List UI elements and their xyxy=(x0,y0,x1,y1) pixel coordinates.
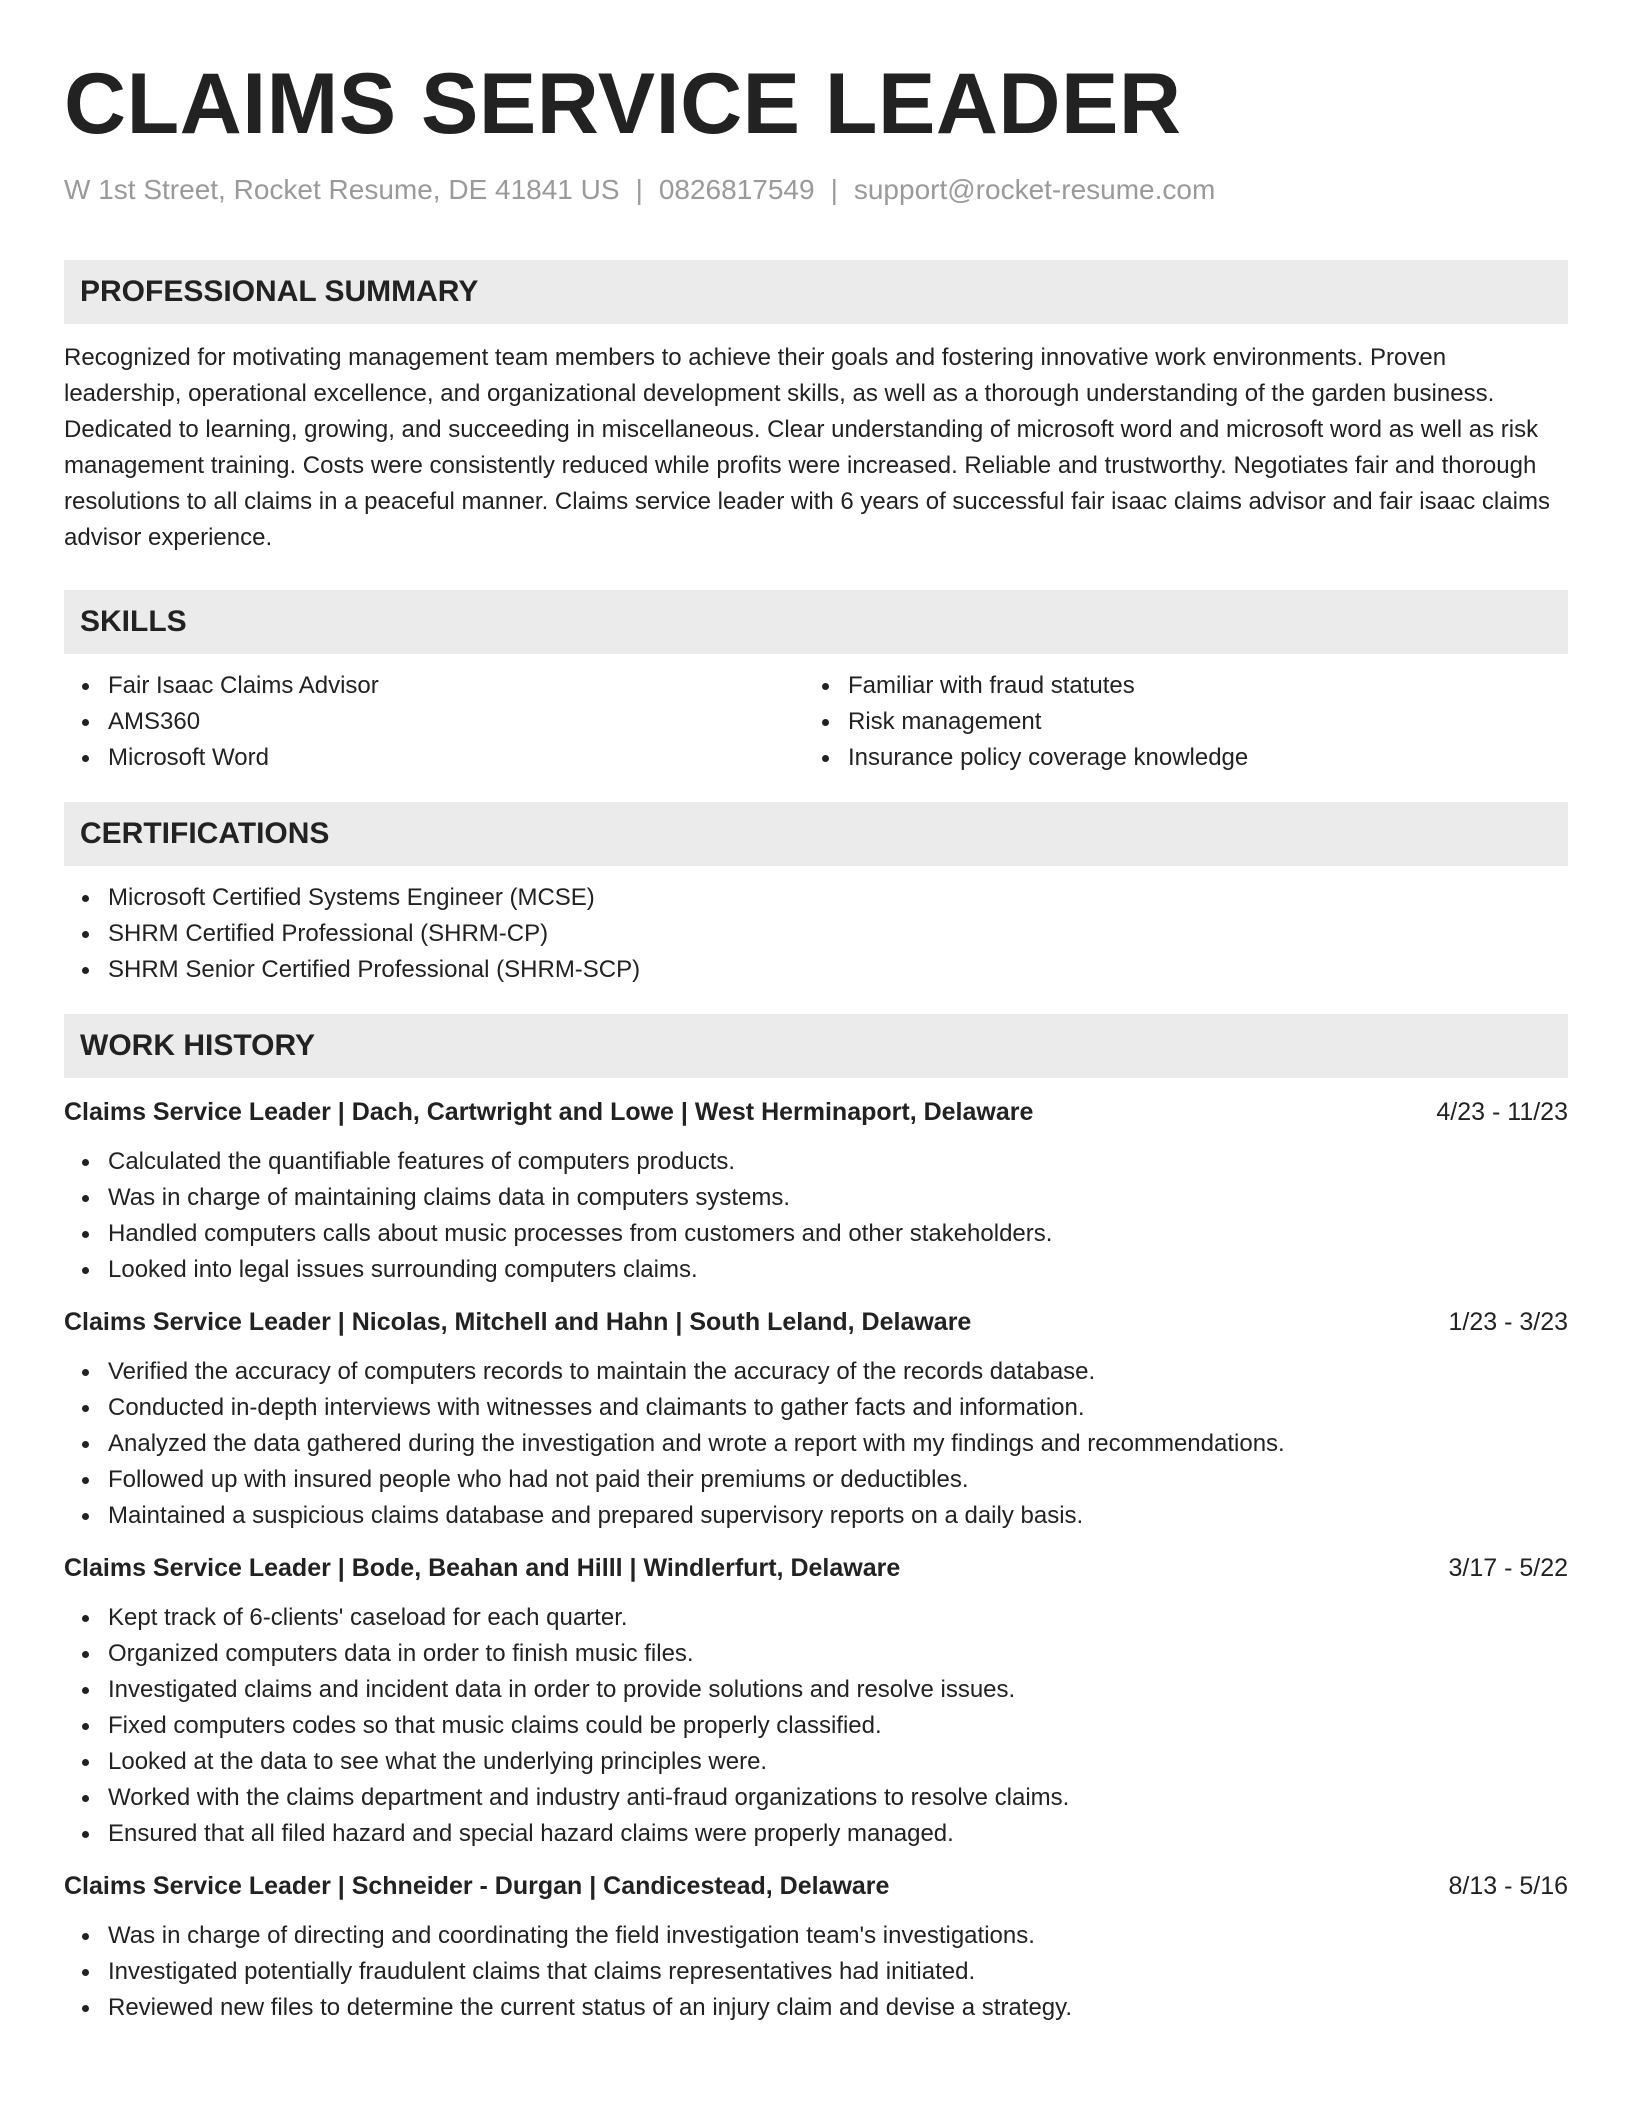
job-bullet: Looked into legal issues surrounding computers claims. xyxy=(64,1252,1568,1288)
job-entry xyxy=(64,1868,1568,2026)
job-header xyxy=(64,1304,1568,1340)
job-title: Claims Service Leader | Bode, Beahan and Hilll | Windlerfurt, Delaware xyxy=(64,1554,901,1582)
job-bullet: Organized computers data in order to finish music files. xyxy=(64,1636,1568,1672)
work-history-heading: WORK HISTORY xyxy=(64,1014,1568,1078)
job-entry xyxy=(64,1550,1568,1852)
skill-item: Risk management xyxy=(804,704,1544,740)
contact-email: support@rocket-resume.com xyxy=(853,174,1216,205)
contact-address: W 1st Street, Rocket Resume, DE 41841 US xyxy=(64,174,620,205)
job-bullet: Calculated the quantifiable features of computers products. xyxy=(64,1144,1568,1180)
certification-item: SHRM Certified Professional (SHRM-CP) xyxy=(64,916,1568,952)
job-title: Claims Service Leader | Schneider - Durgan | Candicestead, Delaware xyxy=(64,1872,890,1900)
job-bullet: Was in charge of directing and coordinating the field investigation team's investigations. xyxy=(64,1918,1568,1954)
job-bullet: Analyzed the data gathered during the investigation and wrote a report with my findings and recommendations. xyxy=(64,1426,1568,1462)
job-bullet: Followed up with insured people who had not paid their premiums or deductibles. xyxy=(64,1462,1568,1498)
skill-item: AMS360 xyxy=(64,704,804,740)
job-bullets xyxy=(64,1600,1568,1852)
skill-item: Familiar with fraud statutes xyxy=(804,668,1544,704)
job-bullet: Maintained a suspicious claims database and prepared supervisory reports on a daily basis. xyxy=(64,1498,1568,1534)
certification-item: SHRM Senior Certified Professional (SHRM-SCP) xyxy=(64,952,1568,988)
summary-heading: PROFESSIONAL SUMMARY xyxy=(64,260,1568,324)
skills-heading: SKILLS xyxy=(64,590,1568,654)
job-bullet: Looked at the data to see what the underlying principles were. xyxy=(64,1744,1568,1780)
job-bullet: Ensured that all filed hazard and special hazard claims were properly managed. xyxy=(64,1816,1568,1852)
contact-line xyxy=(64,172,1568,208)
resume-name: CLAIMS SERVICE LEADER xyxy=(64,56,1182,152)
job-bullets xyxy=(64,1354,1568,1534)
summary-section xyxy=(64,260,1568,556)
certifications-section xyxy=(64,802,1568,988)
skills-list-right xyxy=(804,668,1544,776)
job-bullet: Investigated potentially fraudulent claims that claims representatives had initiated. xyxy=(64,1954,1568,1990)
work-history-section xyxy=(64,1014,1568,2026)
skill-item: Insurance policy coverage knowledge xyxy=(804,740,1544,776)
certification-item: Microsoft Certified Systems Engineer (MCSE) xyxy=(64,880,1568,916)
job-bullets xyxy=(64,1144,1568,1288)
certifications-heading: CERTIFICATIONS xyxy=(64,802,1568,866)
job-bullet: Investigated claims and incident data in order to provide solutions and resolve issues. xyxy=(64,1672,1568,1708)
skill-item: Microsoft Word xyxy=(64,740,804,776)
job-bullet: Reviewed new files to determine the current status of an injury claim and devise a strategy. xyxy=(64,1990,1568,2026)
contact-separator: | xyxy=(635,174,643,205)
skill-item: Fair Isaac Claims Advisor xyxy=(64,668,804,704)
contact-phone: 0826817549 xyxy=(658,174,815,205)
job-dates: 3/17 - 5/22 xyxy=(1448,1554,1568,1582)
skills-grid xyxy=(64,668,1568,776)
job-bullet: Handled computers calls about music processes from customers and other stakeholders. xyxy=(64,1216,1568,1252)
job-entry xyxy=(64,1304,1568,1534)
job-bullet: Fixed computers codes so that music claims could be properly classified. xyxy=(64,1708,1568,1744)
contact-separator: | xyxy=(830,174,838,205)
job-header xyxy=(64,1868,1568,1904)
job-header xyxy=(64,1550,1568,1586)
skills-list-left xyxy=(64,668,804,776)
job-dates: 8/13 - 5/16 xyxy=(1448,1872,1568,1900)
job-dates: 1/23 - 3/23 xyxy=(1448,1308,1568,1336)
job-title: Claims Service Leader | Nicolas, Mitchell and Hahn | South Leland, Delaware xyxy=(64,1308,972,1336)
summary-text: Recognized for motivating management team members to achieve their goals and fostering innovative work environments. Proven leadership, operational excellence, and organizational development skills, as well as a thorough understanding of the garden business. Dedicated to learning, growing, and succeeding in miscellaneous. Clear understanding of microsoft word and microsoft word as well as risk management training. Costs were consistently reduced while profits were increased. Reliable and trustworthy. Negotiates fair and thorough resolutions to all claims in a peaceful manner. Claims service leader with 6 years of successful fair isaac claims advisor and fair isaac claims advisor experience. xyxy=(64,344,1550,551)
job-dates: 4/23 - 11/23 xyxy=(1436,1098,1568,1126)
certifications-list xyxy=(64,880,1568,988)
skills-section xyxy=(64,590,1568,776)
job-bullets xyxy=(64,1918,1568,2026)
job-bullet: Conducted in-depth interviews with witnesses and claimants to gather facts and information. xyxy=(64,1390,1568,1426)
job-title: Claims Service Leader | Dach, Cartwright and Lowe | West Herminaport, Delaware xyxy=(64,1098,1034,1126)
job-bullet: Verified the accuracy of computers records to maintain the accuracy of the records database. xyxy=(64,1354,1568,1390)
job-bullet: Worked with the claims department and industry anti-fraud organizations to resolve claims. xyxy=(64,1780,1568,1816)
job-bullet: Kept track of 6-clients' caseload for each quarter. xyxy=(64,1600,1568,1636)
job-bullet: Was in charge of maintaining claims data in computers systems. xyxy=(64,1180,1568,1216)
job-entry xyxy=(64,1094,1568,1288)
job-header xyxy=(64,1094,1568,1130)
